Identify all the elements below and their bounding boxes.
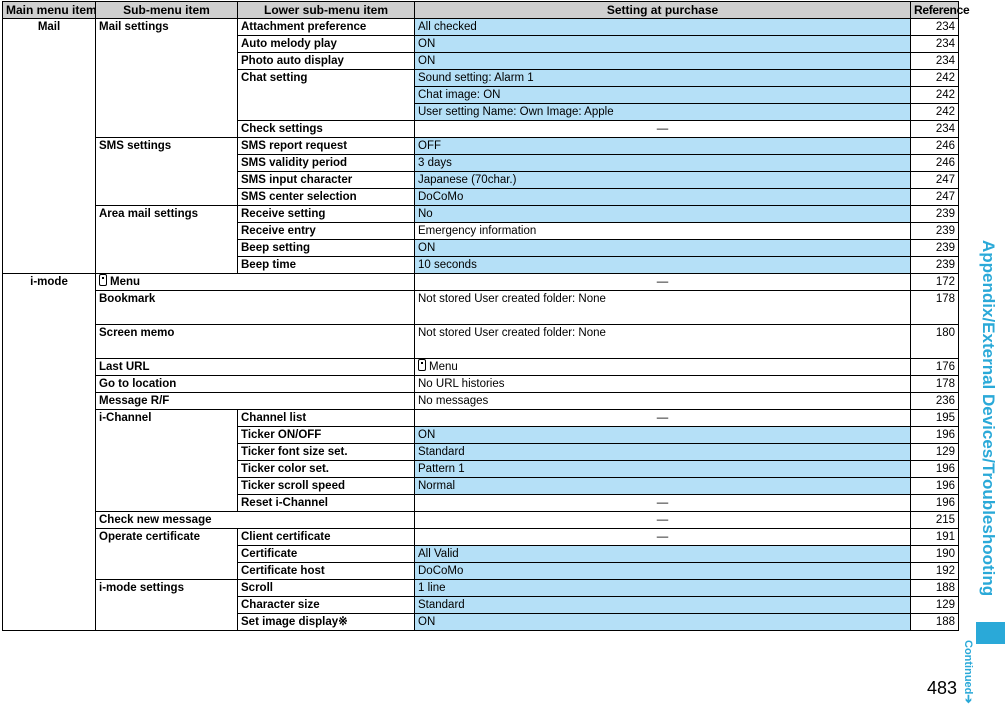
setting-value: 3 days	[415, 155, 911, 172]
sub-item-area-mail-settings: Area mail settings	[96, 206, 238, 274]
reference-page: 188	[911, 614, 959, 631]
reference-page: 178	[911, 291, 959, 325]
setting-value: Normal	[415, 478, 911, 495]
sub-item-imenu	[96, 274, 415, 291]
table-row	[3, 359, 959, 376]
settings-table	[2, 1, 970, 631]
reference-page: 180	[911, 325, 959, 359]
table-row	[3, 138, 959, 155]
i-key-icon	[99, 274, 107, 286]
page-number: 483	[927, 678, 958, 698]
sub-item-message-rf: Message R/F	[96, 393, 415, 410]
header-sub: Sub-menu item	[96, 2, 238, 19]
header-reference: Reference	[911, 2, 959, 19]
sub-item-last-url: Last URL	[96, 359, 415, 376]
reference-page: 234	[911, 19, 959, 36]
lower-item: Beep time	[238, 257, 415, 274]
reference-page: 129	[911, 444, 959, 461]
table-row	[3, 512, 959, 529]
reference-page: 239	[911, 257, 959, 274]
setting-value: —	[415, 529, 911, 546]
setting-value: 1 line	[415, 580, 911, 597]
reference-page: 188	[911, 580, 959, 597]
lower-item: Auto melody play	[238, 36, 415, 53]
lower-item: SMS center selection	[238, 189, 415, 206]
sub-item-check-new-message: Check new message	[96, 512, 415, 529]
lower-item: Attachment preference	[238, 19, 415, 36]
reference-page: 196	[911, 427, 959, 444]
reference-page: 246	[911, 155, 959, 172]
setting-value: No	[415, 206, 911, 223]
reference-page: 239	[911, 240, 959, 257]
lower-item: Certificate	[238, 546, 415, 563]
table-row	[3, 19, 959, 36]
reference-page: 196	[911, 461, 959, 478]
setting-value: Sound setting: Alarm 1	[415, 70, 911, 87]
setting-value: Emergency information	[415, 223, 911, 240]
setting-value: ON	[415, 427, 911, 444]
lower-item: SMS report request	[238, 138, 415, 155]
setting-value: Pattern 1	[415, 461, 911, 478]
header-setting: Setting at purchase	[415, 2, 911, 19]
lower-item: SMS validity period	[238, 155, 415, 172]
lower-item: Certificate host	[238, 563, 415, 580]
lower-item: Photo auto display	[238, 53, 415, 70]
setting-value: All Valid	[415, 546, 911, 563]
setting-value: ON	[415, 36, 911, 53]
setting-value: —	[415, 121, 911, 138]
reference-page: 172	[911, 274, 959, 291]
setting-value: User setting Name: Own Image: Apple	[415, 104, 911, 121]
reference-page: 242	[911, 87, 959, 104]
setting-label: Menu	[429, 361, 458, 373]
lower-item: SMS input character	[238, 172, 415, 189]
table-row	[3, 393, 959, 410]
reference-page: 234	[911, 36, 959, 53]
lower-item: Client certificate	[238, 529, 415, 546]
setting-value: Japanese (70char.)	[415, 172, 911, 189]
setting-value: DoCoMo	[415, 189, 911, 206]
header-lower: Lower sub-menu item	[238, 2, 415, 19]
reference-page: 196	[911, 495, 959, 512]
sub-item-mail-settings: Mail settings	[96, 19, 238, 138]
sub-item-sms-settings: SMS settings	[96, 138, 238, 206]
reference-page: 178	[911, 376, 959, 393]
reference-page: 191	[911, 529, 959, 546]
reference-page: 195	[911, 410, 959, 427]
setting-value: —	[415, 274, 911, 291]
setting-value: ON	[415, 240, 911, 257]
setting-value: —	[415, 495, 911, 512]
setting-value: ON	[415, 53, 911, 70]
reference-page: 239	[911, 223, 959, 240]
lower-item: Receive entry	[238, 223, 415, 240]
sub-item-operate-certificate: Operate certificate	[96, 529, 238, 580]
reference-page: 242	[911, 104, 959, 121]
section-title: Appendix/External Devices/Troubleshooting	[979, 240, 998, 597]
setting-value: No URL histories	[415, 376, 911, 393]
sub-item-imode-settings: i-mode settings	[96, 580, 238, 631]
lower-item: Check settings	[238, 121, 415, 138]
setting-value: Chat image: ON	[415, 87, 911, 104]
setting-value: Not stored User created folder: None	[415, 325, 911, 359]
lower-item: Receive setting	[238, 206, 415, 223]
reference-page: 234	[911, 121, 959, 138]
lower-item: Ticker scroll speed	[238, 478, 415, 495]
sub-item-label: Menu	[110, 276, 141, 288]
reference-page: 234	[911, 53, 959, 70]
table-row	[3, 274, 959, 291]
lower-item: Scroll	[238, 580, 415, 597]
setting-value: All checked	[415, 19, 911, 36]
lower-item: Ticker font size set.	[238, 444, 415, 461]
sub-item-screen-memo: Screen memo	[96, 325, 415, 359]
main-item-imode: i-mode	[3, 274, 96, 631]
setting-value: DoCoMo	[415, 563, 911, 580]
reference-page: 247	[911, 172, 959, 189]
table-row	[3, 291, 959, 325]
setting-value: OFF	[415, 138, 911, 155]
reference-page: 192	[911, 563, 959, 580]
reference-page: 196	[911, 478, 959, 495]
header-main: Main menu item	[3, 2, 96, 19]
setting-value: Not stored User created folder: None	[415, 291, 911, 325]
setting-value	[415, 359, 911, 376]
table-row	[3, 580, 959, 597]
table-row	[3, 206, 959, 223]
lower-item: Channel list	[238, 410, 415, 427]
sub-item-bookmark: Bookmark	[96, 291, 415, 325]
reference-page: 242	[911, 70, 959, 87]
i-key-icon	[418, 359, 426, 371]
lower-item: Chat setting	[238, 70, 415, 121]
reference-page: 247	[911, 189, 959, 206]
setting-value: —	[415, 410, 911, 427]
table-row	[3, 325, 959, 359]
header-row	[3, 2, 959, 19]
setting-value: 10 seconds	[415, 257, 911, 274]
reference-page: 176	[911, 359, 959, 376]
main-item-mail: Mail	[3, 19, 96, 274]
setting-value: No messages	[415, 393, 911, 410]
lower-item: Character size	[238, 597, 415, 614]
reference-page: 239	[911, 206, 959, 223]
lower-item: Ticker ON/OFF	[238, 427, 415, 444]
section-tab-marker	[976, 622, 1005, 644]
reference-page: 190	[911, 546, 959, 563]
reference-page: 246	[911, 138, 959, 155]
table-row	[3, 376, 959, 393]
lower-item: Set image display※	[238, 614, 415, 631]
table-row	[3, 410, 959, 427]
reference-page: 215	[911, 512, 959, 529]
reference-page: 236	[911, 393, 959, 410]
lower-item: Reset i-Channel	[238, 495, 415, 512]
table-row	[3, 529, 959, 546]
setting-value: —	[415, 512, 911, 529]
setting-value: Standard	[415, 597, 911, 614]
reference-page: 129	[911, 597, 959, 614]
sub-item-go-to-location: Go to location	[96, 376, 415, 393]
setting-value: ON	[415, 614, 911, 631]
lower-item: Ticker color set.	[238, 461, 415, 478]
sub-item-ichannel: i-Channel	[96, 410, 238, 512]
continued-label: Continued➔	[962, 640, 974, 704]
setting-value: Standard	[415, 444, 911, 461]
lower-item: Beep setting	[238, 240, 415, 257]
